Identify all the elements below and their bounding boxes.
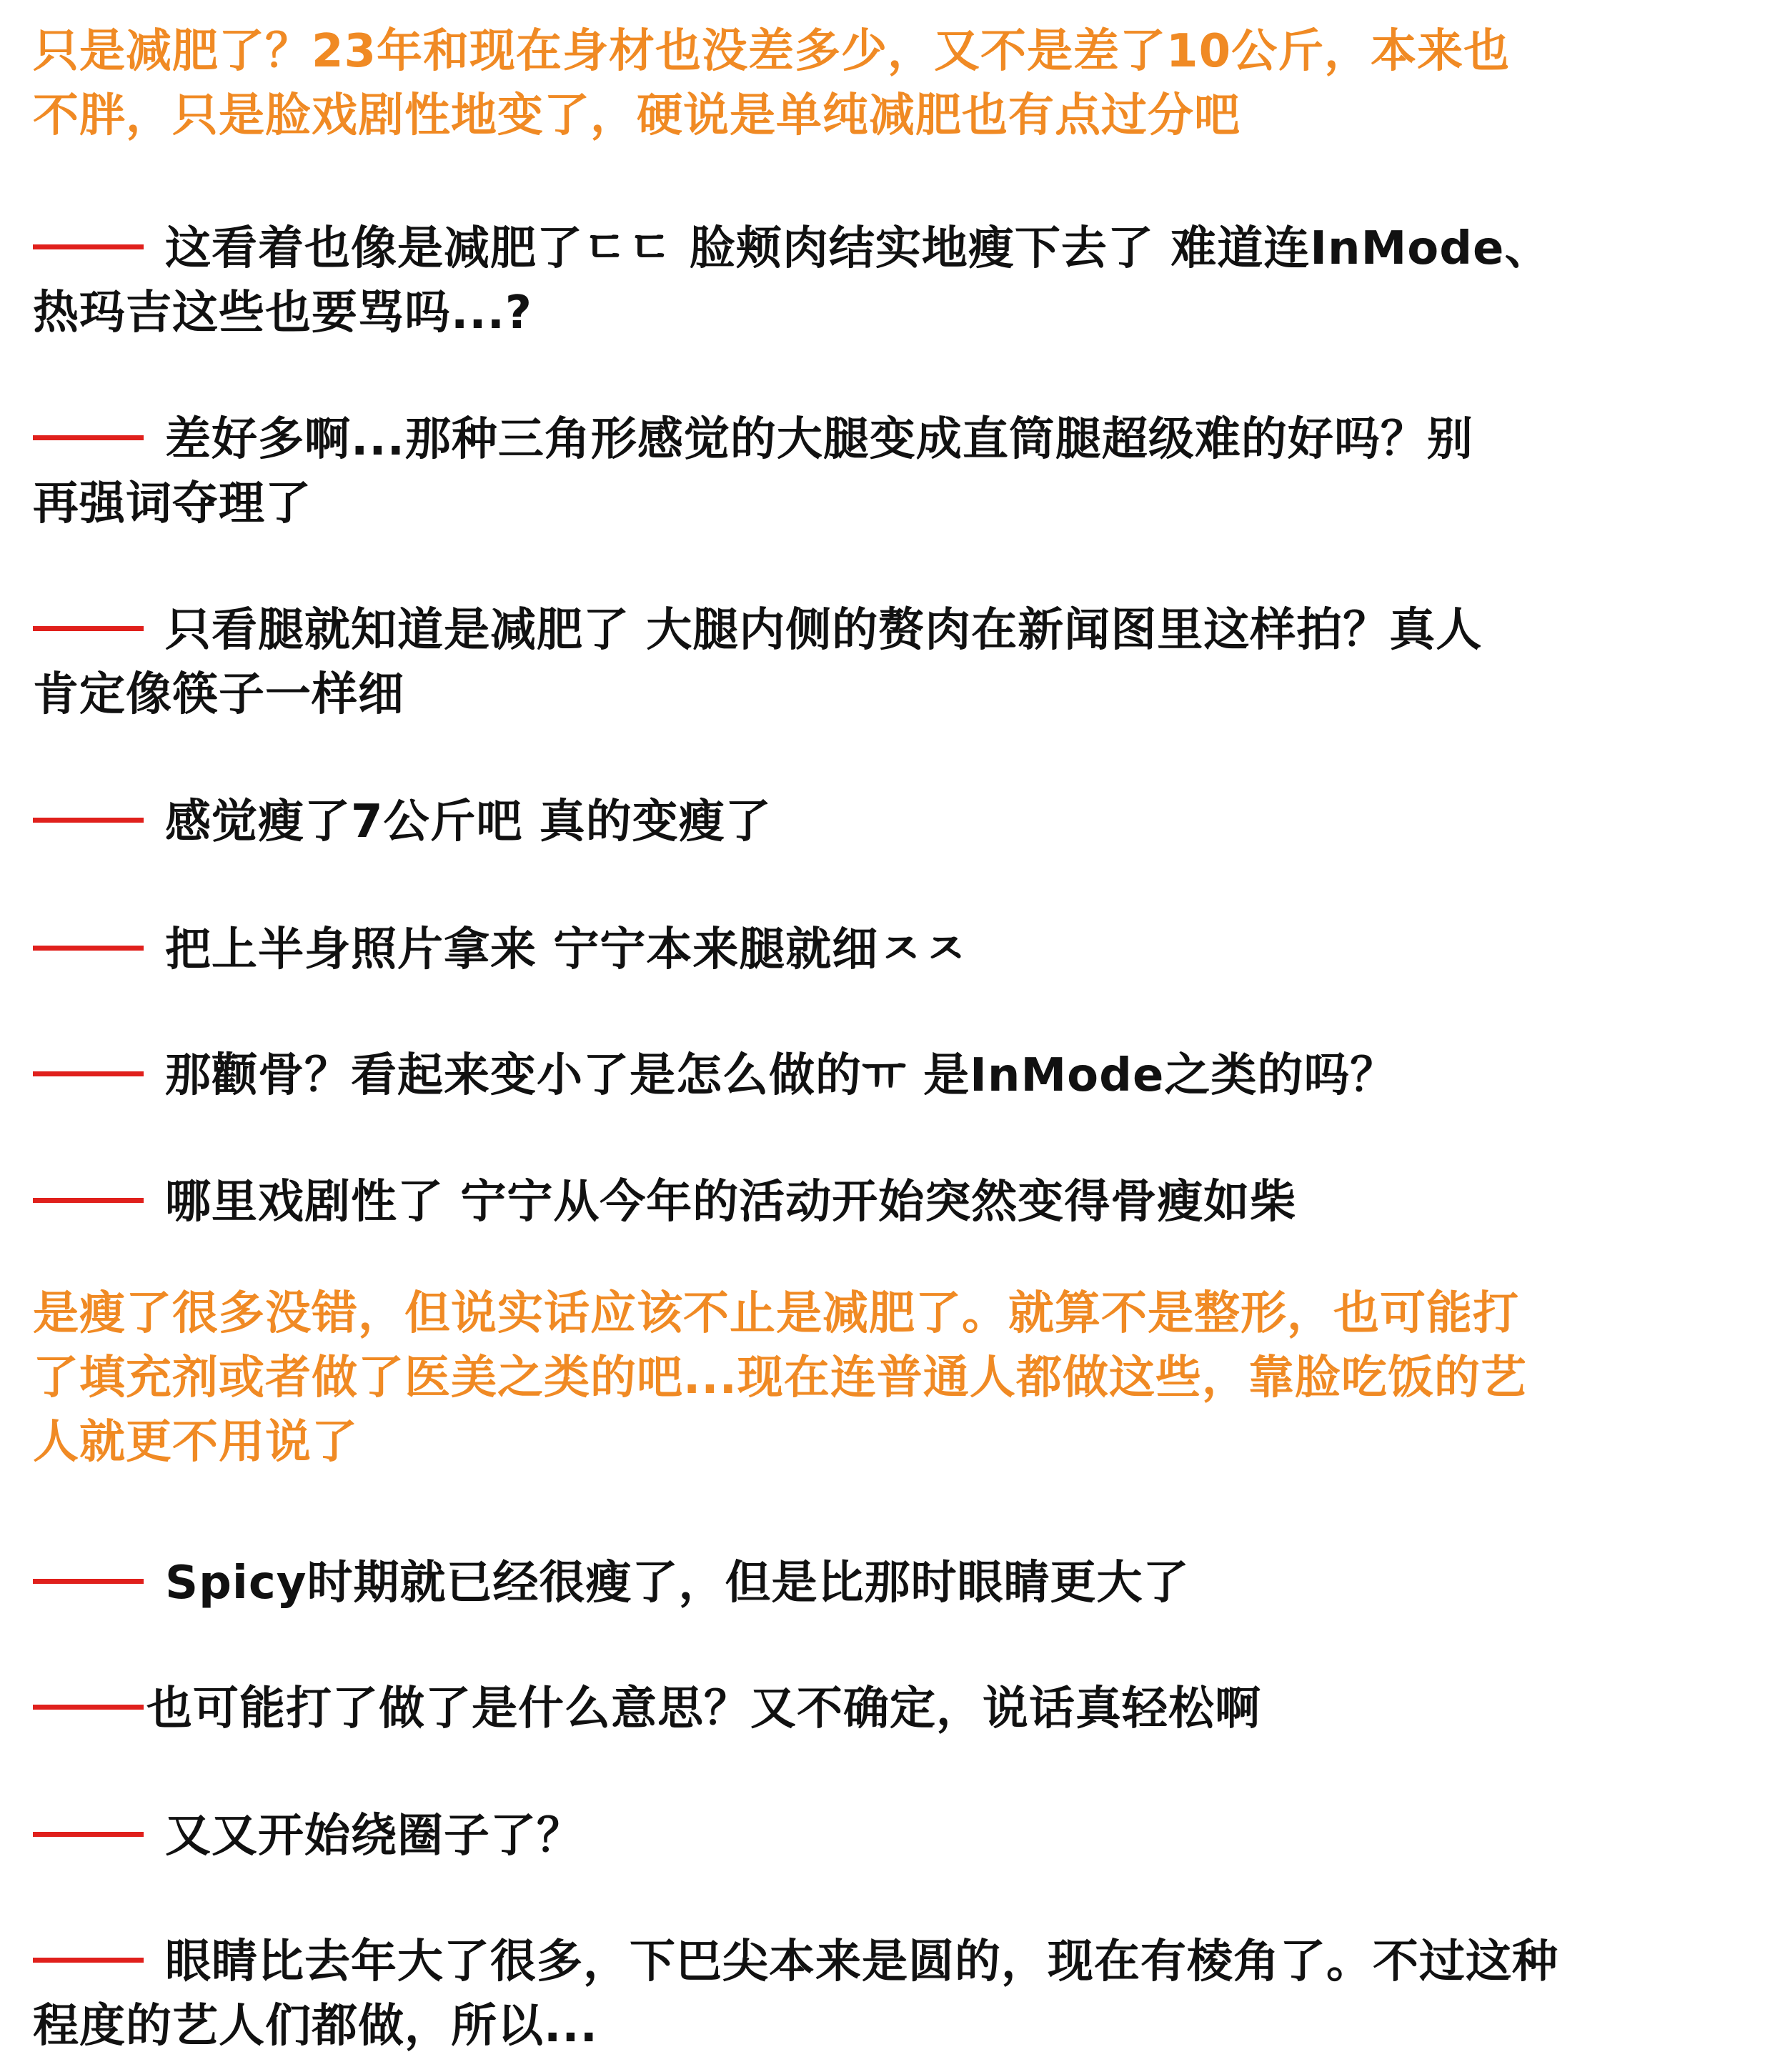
reply-item <box>33 407 1741 536</box>
post-line: 只是减肥了？23年和现在身材也没差多少，又不是差了10公斤，本来也 <box>33 25 1511 78</box>
reply-dash-icon <box>33 1958 144 1963</box>
reply-line: 热玛吉这些也要骂吗...? <box>33 287 533 339</box>
reply-dash-icon <box>33 626 144 631</box>
post-line: 人就更不用说了 <box>33 1416 358 1469</box>
reply-dash-icon <box>33 1832 144 1837</box>
reply-dash-icon <box>33 1071 144 1076</box>
post-text <box>33 19 1741 148</box>
reply-line: 再强词夺理了 <box>33 477 312 530</box>
reply-item <box>33 1930 1741 2058</box>
reply-dash-icon <box>33 946 144 951</box>
reply-line: 把上半身照片拿来 宁宁本来腿就细ㅈㅈ <box>165 923 968 976</box>
reply-dash-icon <box>33 435 144 440</box>
reply-line: 那颧骨？看起来变小了是怎么做的ㅠ 是InMode之类的吗？ <box>165 1049 1397 1102</box>
post-line: 了填充剂或者做了医美之类的吧...现在连普通人都做这些，靠脸吃饭的艺 <box>33 1352 1527 1404</box>
reply-item <box>33 1044 1741 1108</box>
reply-line: 哪里戏剧性了 宁宁从今年的活动开始突然变得骨瘦如柴 <box>165 1176 1297 1229</box>
reply-line: 程度的艺人们都做，所以... <box>33 2000 598 2053</box>
reply-line: 肯定像筷子一样细 <box>33 668 404 721</box>
reply-dash-icon <box>33 1705 144 1710</box>
reply-line: 这看着也像是减肥了ㄷㄷ 脸颊肉结实地瘦下去了 难道连InMode、 <box>165 222 1551 275</box>
reply-line: 感觉瘦了7公斤吧 真的变瘦了 <box>165 795 772 848</box>
reply-line: 只看腿就知道是减肥了 大腿内侧的赘肉在新闻图里这样拍？真人 <box>165 604 1483 657</box>
reply-dash-icon <box>33 244 144 249</box>
reply-item <box>33 217 1741 345</box>
reply-item <box>33 1551 1741 1615</box>
post-text <box>33 1282 1741 1474</box>
reply-dash-icon <box>33 818 144 823</box>
reply-item <box>33 1804 1741 1868</box>
reply-dash-icon <box>33 1198 144 1203</box>
reply-item <box>33 1677 1741 1741</box>
reply-line: 也可能打了做了是什么意思？又不确定，说话真轻松啊 <box>146 1682 1261 1735</box>
reply-item <box>33 598 1741 727</box>
post-line: 不胖，只是脸戏剧性地变了，硬说是单纯减肥也有点过分吧 <box>33 89 1241 142</box>
reply-item <box>33 918 1741 982</box>
reply-item <box>33 1170 1741 1234</box>
reply-line: 差好多啊...那种三角形感觉的大腿变成直筒腿超级难的好吗？别 <box>165 413 1473 466</box>
reply-line: Spicy时期就已经很瘦了，但是比那时眼睛更大了 <box>165 1557 1190 1610</box>
post-line: 是瘦了很多没错，但说实话应该不止是减肥了。就算不是整形，也可能打 <box>33 1287 1519 1340</box>
reply-line: 眼睛比去年大了很多，下巴尖本来是圆的，现在有棱角了。不过这种 <box>165 1935 1558 1988</box>
reply-line: 又又开始绕圈子了？ <box>165 1810 583 1863</box>
reply-dash-icon <box>33 1579 144 1584</box>
reply-item <box>33 790 1741 854</box>
